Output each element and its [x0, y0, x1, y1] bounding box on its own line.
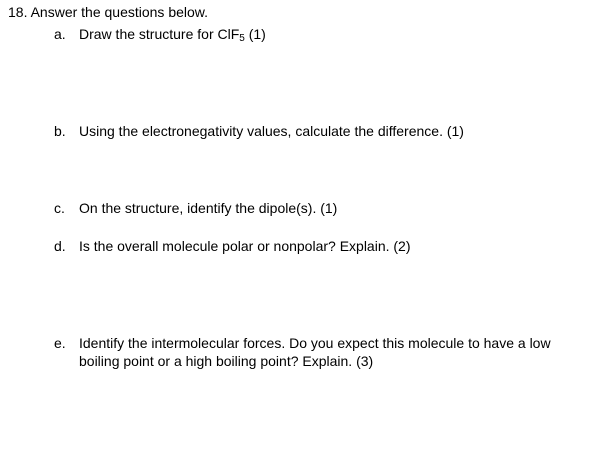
item-text-main: Draw the structure for ClF	[79, 26, 240, 42]
question-item-e	[54, 334, 594, 370]
item-text: Is the overall molecule polar or nonpolar? Explain. (2)	[79, 238, 411, 254]
item-text	[79, 334, 594, 370]
question-item-d	[54, 237, 594, 255]
question-item-b	[54, 122, 594, 140]
item-subscript: 5	[239, 33, 245, 44]
item-text	[79, 25, 594, 43]
question-item-c	[54, 199, 594, 217]
item-text-line-2: boiling point or a high boiling point? Explain. (3)	[79, 353, 374, 369]
item-text-suffix: (1)	[244, 26, 266, 42]
question-item-a	[54, 25, 594, 43]
item-letter: c.	[54, 200, 65, 216]
item-text: Using the electronegativity values, calculate the difference. (1)	[79, 123, 464, 139]
item-letter: e.	[54, 335, 66, 351]
item-letter: d.	[54, 238, 66, 254]
item-letter: a.	[54, 26, 66, 42]
question-title: 18. Answer the questions below.	[8, 4, 209, 20]
item-text-line-1: Identify the intermolecular forces. Do you expect this molecule to have a low	[79, 335, 551, 351]
item-text: On the structure, identify the dipole(s). (1)	[79, 200, 338, 216]
item-letter: b.	[54, 123, 66, 139]
